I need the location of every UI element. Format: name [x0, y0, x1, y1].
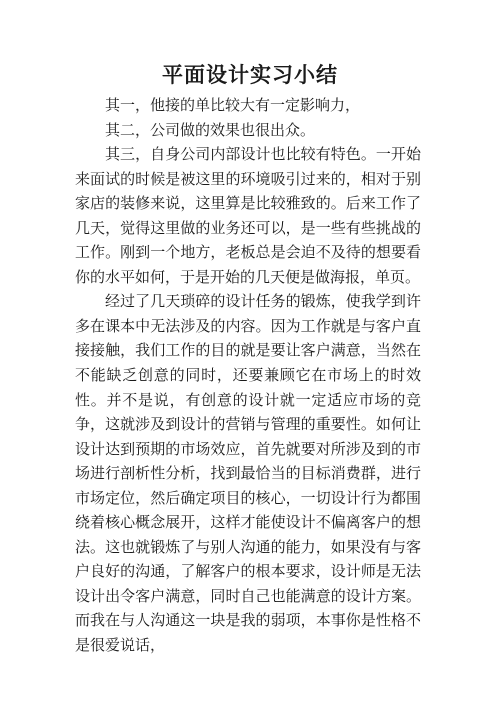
paragraph-1: 其一，他接的单比较大有一定影响力， [105, 96, 361, 114]
document-body [75, 93, 421, 658]
paragraph-3: 其三，自身公司内部设计也比较有特色。一开始来面试的时候是被这里的环境吸引过来的，相对于别家店的装修来说，这里算是比较雅致的。后来工作了几天，觉得这里做的业务还可以，是一些有些挑战的工作。刚到一个地方，老板总是会迫不及待的想要看你的水平如何，于是开始的几天便是做海报，单页。 [75, 145, 421, 286]
paragraph-2: 其二，公司做的效果也很出众。 [105, 120, 316, 139]
paragraph-4: 经过了几天琐碎的设计任务的锻炼，使我学到许多在课本中无法涉及的内容。因为工作就是与客户直接接触，我们工作的目的就是要让客户满意，当然在不能缺乏创意的同时，还要兼顾它在市场上的时效性。并不是说，有创意的设计就一定适应市场的竞争，这就涉及到设计的营销与管理的重要性。如何让设计达到预期的市场效应，首先就要对所涉及到的市场进行剖析性分析，找到最恰当的目标消费群，进行市场定位，然后确定项目的核心，一切设计行为都围绕着核心概念展开，这样才能使设计不偏离客户的想法。这也就锻炼了与别人沟通的能力，如果没有与客户良好的沟通，了解客户的根本要求，设计师是无法设计出令客户满意，同时自己也能满意的设计方案。而我在与人沟通这一块是我的弱项，本事你是性格不是很爱说话， [75, 292, 421, 655]
document-title: 平面设计实习小结 [162, 62, 338, 87]
